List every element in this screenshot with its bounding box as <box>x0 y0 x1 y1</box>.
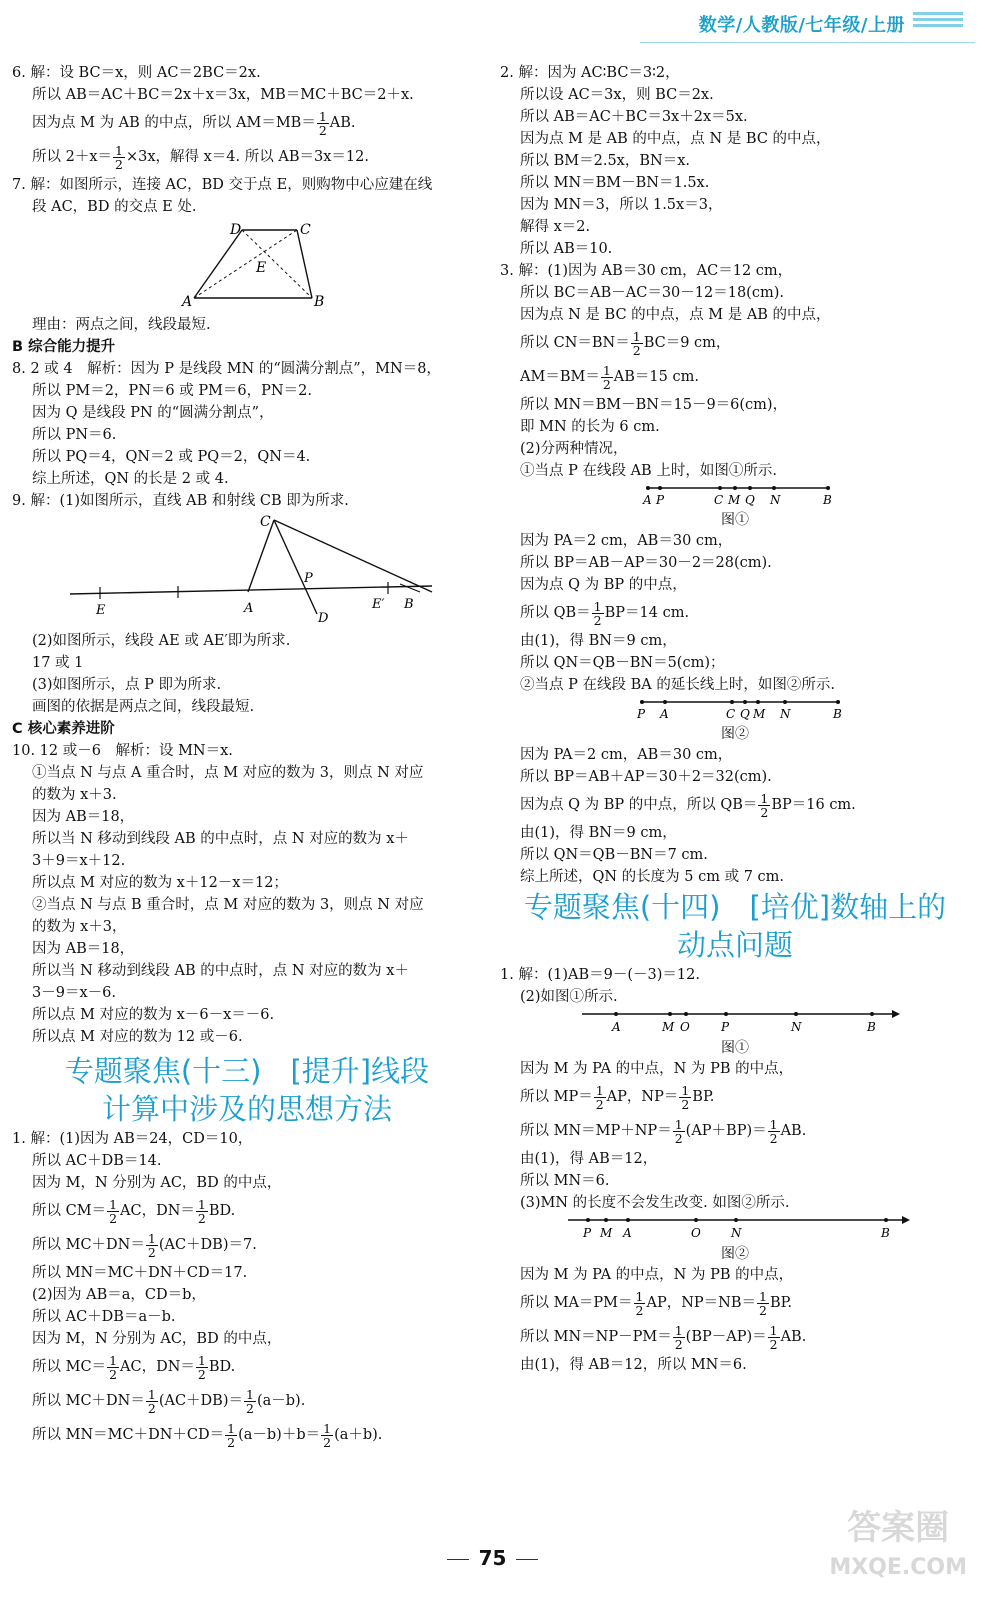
label-a: A <box>244 601 254 616</box>
q10-line: 所以当 N 移动到线段 AB 的中点时，点 N 对应的数为 x＋ <box>32 831 409 847</box>
q3-line: 因为 PA＝2 cm，AB＝30 cm， <box>520 747 733 763</box>
label-n: N <box>791 1020 802 1034</box>
label-p: P <box>637 707 646 720</box>
label-a: A <box>182 294 193 308</box>
q3-line: ②当点 P 在线段 BA 的延长线上时，如图②所示. <box>520 677 835 693</box>
label-b: B <box>833 707 842 720</box>
q9-line: 画图的依据是两点之间，线段最短. <box>32 699 255 715</box>
label-b: B <box>314 294 325 308</box>
t13-line: 1. 解：(1)因为 AB＝24，CD＝10， <box>12 1131 253 1147</box>
t13-line: 所以 MN＝MC＋DN＋CD＝ $\frac{1}{2}$ (a－b)＋b＝ $\frac{1}{2}$ (a＋b). <box>32 1420 383 1450</box>
t13-line: 所以 MN＝MC＋DN＋CD＝17. <box>32 1265 248 1281</box>
t14-line: 1. 解：(1)AB＝9－(－3)＝12. <box>500 967 700 983</box>
q3-line: 因为点 N 是 BC 的中点，点 M 是 AB 的中点， <box>520 307 831 323</box>
header-rule <box>640 42 975 43</box>
label-p: P <box>721 1020 730 1034</box>
q9-line: (3)如图所示，点 P 即为所求. <box>32 677 222 693</box>
label-a: A <box>643 493 652 506</box>
q8-line: 8. 2 或 4 解析：因为 P 是线段 MN 的“圆满分割点”，MN＝8， <box>12 361 441 377</box>
q8-line: 因为 Q 是线段 PN 的“圆满分割点”， <box>32 405 274 421</box>
q10-line: 的数为 x＋3， <box>32 919 127 935</box>
q8-line: 所以 PM＝2，PN＝6 或 PM＝6，PN＝2. <box>32 383 312 399</box>
q6-line: 6. 解：设 BC＝x，则 AC＝2BC＝2x. <box>12 65 261 81</box>
q6-line: 因为点 M 为 AB 的中点，所以 AM＝MB＝ $\frac{1}{2}$ AB. <box>32 108 356 138</box>
q3-line: ①当点 P 在线段 AB 上时，如图①所示. <box>520 463 777 479</box>
q3-line: 所以 MN＝BM－BN＝15－9＝6(cm)， <box>520 397 788 413</box>
q3-line: 3. 解：(1)因为 AB＝30 cm，AC＝12 cm， <box>500 263 793 279</box>
q9-line: 9. 解：(1)如图所示，直线 AB 和射线 CB 即为所求. <box>12 493 349 509</box>
label-n: N <box>731 1226 742 1240</box>
q3-line: 由(1)，得 BN＝9 cm， <box>520 825 677 841</box>
q3-line: 因为 PA＝2 cm，AB＝30 cm， <box>520 533 733 549</box>
segment-figure-2 <box>500 696 970 720</box>
q3-line: 所以 BP＝AB－AP＝30－2＝28(cm). <box>520 555 772 571</box>
q2-line: 因为 MN＝3，所以 1.5x＝3， <box>520 197 723 213</box>
label-p: P <box>304 571 313 586</box>
label-o: O <box>691 1226 701 1240</box>
q3-line: 综上所述，QN 的长度为 5 cm 或 7 cm. <box>520 869 785 885</box>
number-line-figure-2 <box>500 1214 970 1240</box>
fraction: $\frac{1}{2}$ <box>115 142 123 172</box>
label-q: Q <box>740 707 750 720</box>
label-m: M <box>662 1020 675 1034</box>
t13-line: (2)因为 AB＝a，CD＝b， <box>32 1287 206 1303</box>
q3-line: (2)分两种情况， <box>520 441 628 457</box>
q10-line: 因为 AB＝18， <box>32 941 135 957</box>
q10-line: ②当点 N 与点 B 重合时，点 M 对应的数为 3，则点 N 对应 <box>32 897 424 913</box>
label-a: A <box>660 707 669 720</box>
label-n: N <box>780 707 791 720</box>
q10-line: 所以当 N 移动到线段 AB 的中点时，点 N 对应的数为 x＋ <box>32 963 409 979</box>
label-c: C <box>726 707 736 720</box>
t14-line: (3)MN 的长度不会发生改变. 如图②所示. <box>520 1195 790 1211</box>
figure-caption: 图① <box>721 512 749 528</box>
label-e: E <box>96 603 106 618</box>
label-o: O <box>680 1020 690 1034</box>
label-q: Q <box>745 493 755 506</box>
t13-line: 所以 AC＋DB＝a－b. <box>32 1309 176 1325</box>
t13-line: 所以 MC＝ $\frac{1}{2}$ AC，DN＝ $\frac{1}{2}$ BD. <box>32 1352 236 1382</box>
q3-line: 所以 CN＝BN＝ $\frac{1}{2}$ BC＝9 cm， <box>520 328 731 358</box>
label-m: M <box>728 493 741 506</box>
left-column <box>12 62 482 1452</box>
label-c: C <box>260 514 271 530</box>
q2-line: 所以 MN＝BM－BN＝1.5x. <box>520 175 710 191</box>
segment-figure-1 <box>500 482 970 506</box>
t13-line: 所以 CM＝ $\frac{1}{2}$ AC，DN＝ $\frac{1}{2}$ BD. <box>32 1196 236 1226</box>
q7-line: 段 AC，BD 的交点 E 处. <box>32 199 197 215</box>
quadrilateral-figure <box>12 220 482 308</box>
label-p: P <box>583 1226 592 1240</box>
t14-line: 由(1)，得 AB＝12，所以 MN＝6. <box>520 1357 747 1373</box>
q9-line: (2)如图所示，线段 AE 或 AE′即为所求. <box>32 633 291 649</box>
t14-line: 因为 M 为 PA 的中点，N 为 PB 的中点， <box>520 1061 794 1077</box>
line-ray-figure <box>12 514 482 624</box>
label-b: B <box>881 1226 890 1240</box>
label-n: N <box>770 493 781 506</box>
q3-line: 所以 QB＝ $\frac{1}{2}$ BP＝14 cm. <box>520 598 690 628</box>
q3-line: 由(1)，得 BN＝9 cm， <box>520 633 677 649</box>
label-p: P <box>656 493 665 506</box>
q10-line: 所以点 M 对应的数为 x－6－x＝－6. <box>32 1007 275 1023</box>
number-line-figure-1 <box>500 1008 970 1034</box>
label-b: B <box>404 597 414 612</box>
t14-line: 由(1)，得 AB＝12， <box>520 1151 658 1167</box>
page-number: 75 <box>0 1546 985 1570</box>
section-b-heading: B 综合能力提升 <box>12 339 116 355</box>
q2-line: 所以 AB＝AC＋BC＝3x＋2x＝5x. <box>520 109 748 125</box>
t14-line: 因为 M 为 PA 的中点，N 为 PB 的中点， <box>520 1267 794 1283</box>
header-title: 数学/人教版/七年级/上册 <box>698 15 905 36</box>
t14-line: 所以 MN＝MP＋NP＝ $\frac{1}{2}$ (AP＋BP)＝ $\frac{1}{2}$ AB. <box>520 1116 807 1146</box>
q8-line: 所以 PN＝6. <box>32 427 117 443</box>
t14-line: 所以 MN＝NP－PM＝ $\frac{1}{2}$ (BP－AP)＝ $\frac{1}{2}$ AB. <box>520 1322 807 1352</box>
q8-line: 综上所述，QN 的长是 2 或 4. <box>32 471 229 487</box>
q10-line: 10. 12 或－6 解析：设 MN＝x. <box>12 743 233 759</box>
t13-line: 所以 AC＋DB＝14. <box>32 1153 162 1169</box>
q3-line: 因为点 Q 为 BP 的中点， <box>520 577 687 593</box>
q3-line: 所以 QN＝QB－BN＝5(cm)； <box>520 655 725 671</box>
q2-line: 解得 x＝2. <box>520 219 591 235</box>
figure-caption: 图① <box>721 1040 749 1056</box>
q2-line: 所以 AB＝10. <box>520 241 613 257</box>
t14-line: 所以 MN＝6. <box>520 1173 610 1189</box>
label-b: B <box>867 1020 876 1034</box>
topic-13-title: 专题聚焦(十三) [提升]线段 计算中涉及的思想方法 <box>64 1054 430 1126</box>
q2-line: 因为点 M 是 AB 的中点，点 N 是 BC 的中点， <box>520 131 831 147</box>
figure-caption: 图② <box>721 726 749 742</box>
label-c: C <box>714 493 724 506</box>
q10-line: 所以点 M 对应的数为 x＋12－x＝12； <box>32 875 288 891</box>
q7-line: 理由：两点之间，线段最短. <box>32 317 211 333</box>
t13-line: 所以 MC＋DN＝ $\frac{1}{2}$ (AC＋DB)＝ $\frac{1}{2}$ (a－b). <box>32 1386 306 1416</box>
label-d: D <box>318 611 329 624</box>
t14-line: (2)如图①所示. <box>520 989 618 1005</box>
q3-line: AM＝BM＝ $\frac{1}{2}$ AB＝15 cm. <box>520 362 699 392</box>
q10-line: 3＋9＝x＋12. <box>32 853 126 869</box>
label-m: M <box>600 1226 613 1240</box>
q8-line: 所以 PQ＝4，QN＝2 或 PQ＝2，QN＝4. <box>32 449 311 465</box>
label-e: E <box>256 260 267 276</box>
watermark: 答案圈 MXQE.COM <box>829 1508 967 1580</box>
figure-caption: 图② <box>721 1246 749 1262</box>
q2-line: 所以设 AC＝3x，则 BC＝2x. <box>520 87 714 103</box>
topic-14-title: 专题聚焦(十四) [培优]数轴上的 动点问题 <box>523 890 947 962</box>
q10-line: 3－9＝x－6. <box>32 985 116 1001</box>
q3-line: 所以 QN＝QB－BN＝7 cm. <box>520 847 708 863</box>
header-decoration <box>913 12 963 30</box>
q3-line: 所以 BC＝AB－AC＝30－12＝18(cm). <box>520 285 784 301</box>
q10-line: 的数为 x＋3. <box>32 787 117 803</box>
label-e-prime: E′ <box>372 597 385 612</box>
q10-line: ①当点 N 与点 A 重合时，点 M 对应的数为 3，则点 N 对应 <box>32 765 424 781</box>
q3-line: 因为点 Q 为 BP 的中点，所以 QB＝ $\frac{1}{2}$ BP＝16 cm. <box>520 790 856 820</box>
section-c-heading: C 核心素养进阶 <box>12 721 115 737</box>
label-d: D <box>230 222 242 238</box>
q9-line: 17 或 1 <box>32 655 84 671</box>
fraction: $\frac{1}{2}$ <box>318 108 327 138</box>
label-b: B <box>823 493 832 506</box>
q6-line: 所以 AB＝AC＋BC＝2x＋x＝3x，MB＝MC＋BC＝2＋x. <box>32 87 414 103</box>
t14-line: 所以 MA＝PM＝ $\frac{1}{2}$ AP，NP＝NB＝ $\frac{1}{2}$ BP. <box>520 1288 793 1318</box>
t13-line: 因为 M，N 分别为 AC，BD 的中点， <box>32 1175 282 1191</box>
q10-line: 因为 AB＝18， <box>32 809 135 825</box>
t13-line: 所以 MC＋DN＝ $\frac{1}{2}$ (AC＋DB)＝7. <box>32 1230 257 1260</box>
q3-line: 所以 BP＝AB＋AP＝30＋2＝32(cm). <box>520 769 772 785</box>
t13-line: 因为 M，N 分别为 AC，BD 的中点， <box>32 1331 282 1347</box>
q3-line: 即 MN 的长为 6 cm. <box>520 419 660 435</box>
q7-line: 7. 解：如图所示，连接 AC，BD 交于点 E，则购物中心应建在线 <box>12 177 433 193</box>
right-column <box>500 62 970 1376</box>
label-a: A <box>623 1226 632 1240</box>
label-a: A <box>612 1020 621 1034</box>
label-m: M <box>753 707 766 720</box>
q10-line: 所以点 M 对应的数为 12 或－6. <box>32 1029 243 1045</box>
q2-line: 2. 解：因为 AC∶BC＝3∶2， <box>500 65 680 81</box>
page-header <box>0 0 985 50</box>
q6-line: 所以 2＋x＝ $\frac{1}{2}$ ×3x，解得 x＝4. 所以 AB＝3x＝12. <box>32 142 369 172</box>
t14-line: 所以 MP＝ $\frac{1}{2}$ AP，NP＝ $\frac{1}{2}$ BP. <box>520 1082 715 1112</box>
label-c: C <box>300 222 311 238</box>
q2-line: 所以 BM＝2.5x，BN＝x. <box>520 153 690 169</box>
